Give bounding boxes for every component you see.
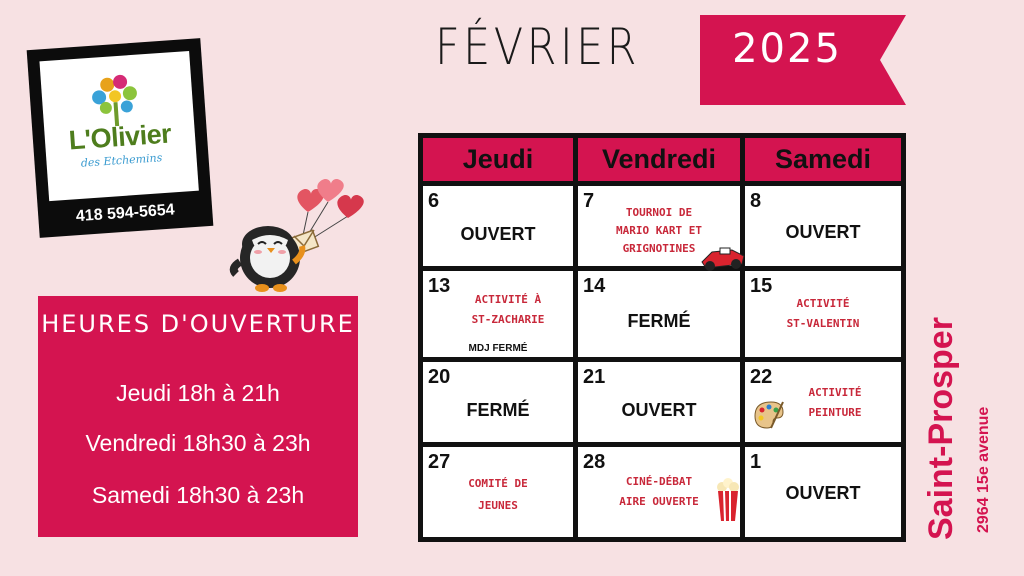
- date-number: 8: [750, 190, 762, 212]
- location-address: 2964 15e avenue: [975, 406, 992, 533]
- heart-balloons-icon: [297, 179, 363, 240]
- status-text: OUVERT: [460, 224, 536, 244]
- logo-name: L'Olivier: [67, 118, 173, 156]
- calendar-cell: [745, 186, 901, 266]
- day-header-jeudi: Jeudi: [423, 138, 573, 181]
- event-line: ST-VALENTIN: [786, 317, 860, 330]
- status-text: OUVERT: [785, 222, 861, 242]
- event-line: ACTIVITÉ À: [474, 293, 542, 306]
- calendar-cell: [745, 362, 901, 442]
- status-text: OUVERT: [621, 400, 697, 420]
- logo-card: [27, 38, 214, 238]
- hours-title: HEURES D'OUVERTURE: [41, 310, 355, 338]
- calendar-cell: [578, 186, 740, 266]
- calendar-cell: [578, 447, 740, 537]
- status-text: FERMÉ: [466, 400, 530, 420]
- phone-number: 418 594-5654: [75, 201, 176, 226]
- logo-subtitle: des Etchemins: [80, 151, 163, 170]
- calendar-cell: [578, 362, 740, 442]
- status-text: OUVERT: [785, 483, 861, 503]
- note-text: MDJ FERMÉ: [468, 343, 528, 354]
- date-number: 27: [428, 451, 451, 473]
- event-line: AIRE OUVERTE: [619, 495, 699, 508]
- event-line: ST-ZACHARIE: [471, 313, 545, 326]
- date-number: 13: [428, 275, 451, 297]
- event-line: ACTIVITÉ: [796, 297, 850, 310]
- hours-line: Samedi 18h30 à 23h: [91, 482, 305, 508]
- location-city: Saint-Prosper: [922, 317, 960, 540]
- day-header-vendredi: Vendredi: [578, 138, 740, 181]
- month-title: FÉVRIER: [435, 18, 641, 76]
- hours-line: Vendredi 18h30 à 23h: [85, 430, 311, 456]
- calendar-cell: [423, 447, 573, 537]
- logo: [39, 51, 198, 201]
- date-number: 14: [583, 275, 606, 297]
- calendar-cell: [578, 271, 740, 357]
- date-number: 28: [583, 451, 606, 473]
- event-line: COMITÉ DE: [468, 477, 528, 490]
- popcorn-icon: [716, 471, 740, 523]
- year-label: 2025: [732, 26, 842, 72]
- penguin-illustration: [228, 178, 368, 298]
- calendar-cell: [423, 271, 573, 357]
- date-number: 7: [583, 190, 595, 212]
- date-number: 21: [583, 366, 606, 388]
- date-number: 20: [428, 366, 451, 388]
- event-line: MARIO KART ET: [615, 224, 703, 237]
- hours-line: Jeudi 18h à 21h: [116, 380, 280, 406]
- event-line: CINÉ-DÉBAT: [625, 475, 693, 488]
- date-number: 1: [750, 451, 762, 473]
- event-line: ACTIVITÉ: [808, 386, 862, 399]
- calendar-grid: [418, 133, 906, 542]
- event-line: JEUNES: [478, 499, 518, 512]
- date-number: 15: [750, 275, 773, 297]
- calendar-cell: [423, 186, 573, 266]
- calendar-cell: [745, 271, 901, 357]
- race-car-icon: [698, 242, 748, 272]
- calendar-cell: [745, 447, 901, 537]
- date-number: 22: [750, 366, 773, 388]
- day-header-samedi: Samedi: [745, 138, 901, 181]
- opening-hours-panel: [38, 296, 358, 537]
- status-text: FERMÉ: [627, 311, 691, 331]
- event-line: GRIGNOTINES: [622, 242, 696, 255]
- event-line: TOURNOI DE: [625, 206, 693, 219]
- calendar-cell: [423, 362, 573, 442]
- event-line: PEINTURE: [808, 406, 862, 419]
- date-number: 6: [428, 190, 440, 212]
